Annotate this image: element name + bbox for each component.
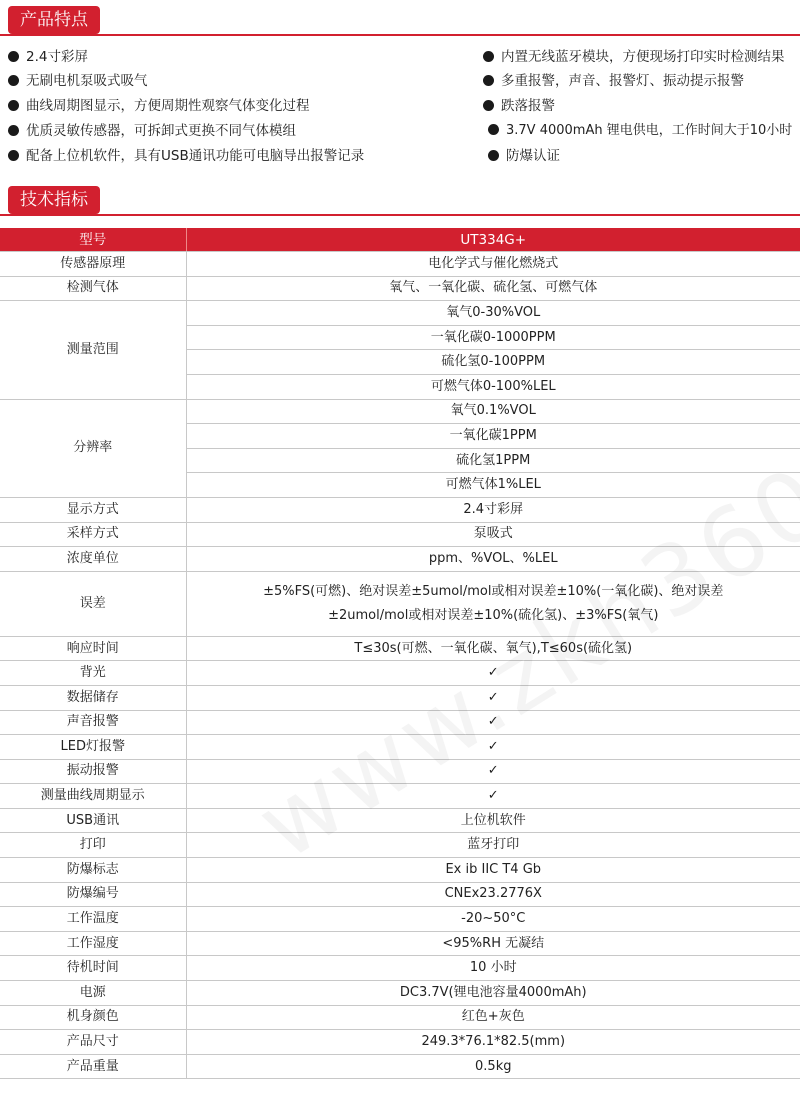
row-label: 待机时间 [0,956,186,981]
table-row [0,252,800,277]
row-label: 传感器原理 [0,252,186,277]
row-value: 一氧化碳0-1000PPM [186,325,800,350]
table-row [0,571,800,636]
section-title-specs: 技术指标 [8,186,100,214]
row-value: 红色+灰色 [186,1005,800,1030]
table-row [0,710,800,735]
table-row [0,907,800,932]
bullet-icon [488,124,499,135]
table-row [0,808,800,833]
table-row [0,661,800,686]
table-row [0,882,800,907]
bullet-icon [483,100,494,111]
row-value: 蓝牙打印 [186,833,800,858]
table-row [0,931,800,956]
row-label: 分辨率 [0,399,186,497]
row-value: 上位机软件 [186,808,800,833]
bullet-icon [8,75,19,86]
table-row [0,759,800,784]
feature-item: 多重报警，声音、报警灯、振动提示报警 [483,72,744,90]
row-value: CNEx23.2776X [186,882,800,907]
features-list [0,40,800,180]
table-row [0,784,800,809]
row-value: ✓ [186,735,800,760]
row-label: 采样方式 [0,522,186,547]
row-value: DC3.7V(锂电池容量4000mAh) [186,981,800,1006]
row-value: Ex ib IIC T4 Gb [186,858,800,883]
row-value: 硫化氢0-100PPM [186,350,800,375]
row-value: ✓ [186,759,800,784]
row-value: 2.4寸彩屏 [186,497,800,522]
bullet-icon [8,125,19,136]
row-value: -20~50°C [186,907,800,932]
row-label: 产品尺寸 [0,1030,186,1055]
row-value: 可燃气体1%LEL [186,473,800,498]
row-label: 工作湿度 [0,931,186,956]
row-value: 氧气0-30%VOL [186,301,800,326]
feature-item: 优质灵敏传感器，可拆卸式更换不同气体模组 [8,122,296,140]
spec-table [0,228,800,1079]
section-divider [0,34,800,36]
row-label: USB通讯 [0,808,186,833]
row-value: ✓ [186,710,800,735]
feature-item: 内置无线蓝牙模块，方便现场打印实时检测结果 [483,48,785,66]
table-row [0,1030,800,1055]
table-row [0,833,800,858]
row-value: 0.5kg [186,1054,800,1079]
bullet-icon [488,150,499,161]
row-value: T≤30s(可燃、一氧化碳、氧气),T≤60s(硫化氢) [186,636,800,661]
row-value: 10 小时 [186,956,800,981]
row-value: ✓ [186,784,800,809]
row-label: 防爆编号 [0,882,186,907]
bullet-icon [8,51,19,62]
error-line: ±5%FS(可燃)、绝对误差±5umol/mol或相对误差±10%(一氧化碳)、绝对误差 [263,583,724,599]
table-row [0,522,800,547]
feature-item: 防爆认证 [488,147,560,165]
bullet-icon [483,75,494,86]
row-value: ✓ [186,685,800,710]
table-row [0,858,800,883]
table-row [0,547,800,572]
feature-item: 配备上位机软件，具有USB通讯功能可电脑导出报警记录 [8,147,364,165]
row-value: <95%RH 无凝结 [186,931,800,956]
row-label: 机身颜色 [0,1005,186,1030]
row-label: 打印 [0,833,186,858]
table-row [0,497,800,522]
table-row [0,1005,800,1030]
row-value: 氧气、一氧化碳、硫化氢、可燃气体 [186,276,800,301]
table-row [0,735,800,760]
row-label: LED灯报警 [0,735,186,760]
row-label: 数据储存 [0,685,186,710]
bullet-icon [483,51,494,62]
table-row [0,399,800,424]
table-row [0,685,800,710]
row-label: 振动报警 [0,759,186,784]
table-row [0,276,800,301]
row-value: 249.3*76.1*82.5(mm) [186,1030,800,1055]
row-label: 测量曲线周期显示 [0,784,186,809]
row-label: 防爆标志 [0,858,186,883]
table-row [0,301,800,326]
section-title-features: 产品特点 [8,6,100,34]
table-row [0,636,800,661]
row-value [186,571,800,636]
table-row [0,956,800,981]
error-line: ±2umol/mol或相对误差±10%(硫化氢)、±3%FS(氧气) [328,607,659,623]
row-value: 一氧化碳1PPM [186,424,800,449]
row-label: 检测气体 [0,276,186,301]
table-row [0,1054,800,1079]
feature-item: 跌落报警 [483,97,555,115]
header-label: 型号 [0,228,186,252]
row-value: 电化学式与催化燃烧式 [186,252,800,277]
row-label: 测量范围 [0,301,186,399]
section-divider [0,214,800,216]
row-label: 背光 [0,661,186,686]
feature-item: 3.7V 4000mAh 锂电供电，工作时间大于10小时 [488,122,792,140]
row-label: 产品重量 [0,1054,186,1079]
row-label: 声音报警 [0,710,186,735]
table-header-row [0,228,800,252]
table-row [0,981,800,1006]
bullet-icon [8,150,19,161]
bullet-icon [8,100,19,111]
row-value: ✓ [186,661,800,686]
row-value: 硫化氢1PPM [186,448,800,473]
header-model: UT334G+ [186,228,800,252]
row-label: 显示方式 [0,497,186,522]
feature-item: 曲线周期图显示，方便周期性观察气体变化过程 [8,97,310,115]
feature-item: 2.4寸彩屏 [8,48,88,66]
row-value: 泵吸式 [186,522,800,547]
row-value: 氧气0.1%VOL [186,399,800,424]
row-value: 可燃气体0-100%LEL [186,374,800,399]
row-label: 电源 [0,981,186,1006]
feature-item: 无刷电机泵吸式吸气 [8,72,148,90]
row-value: ppm、%VOL、%LEL [186,547,800,572]
row-label: 工作温度 [0,907,186,932]
row-label: 浓度单位 [0,547,186,572]
row-label: 响应时间 [0,636,186,661]
row-label: 误差 [0,571,186,636]
